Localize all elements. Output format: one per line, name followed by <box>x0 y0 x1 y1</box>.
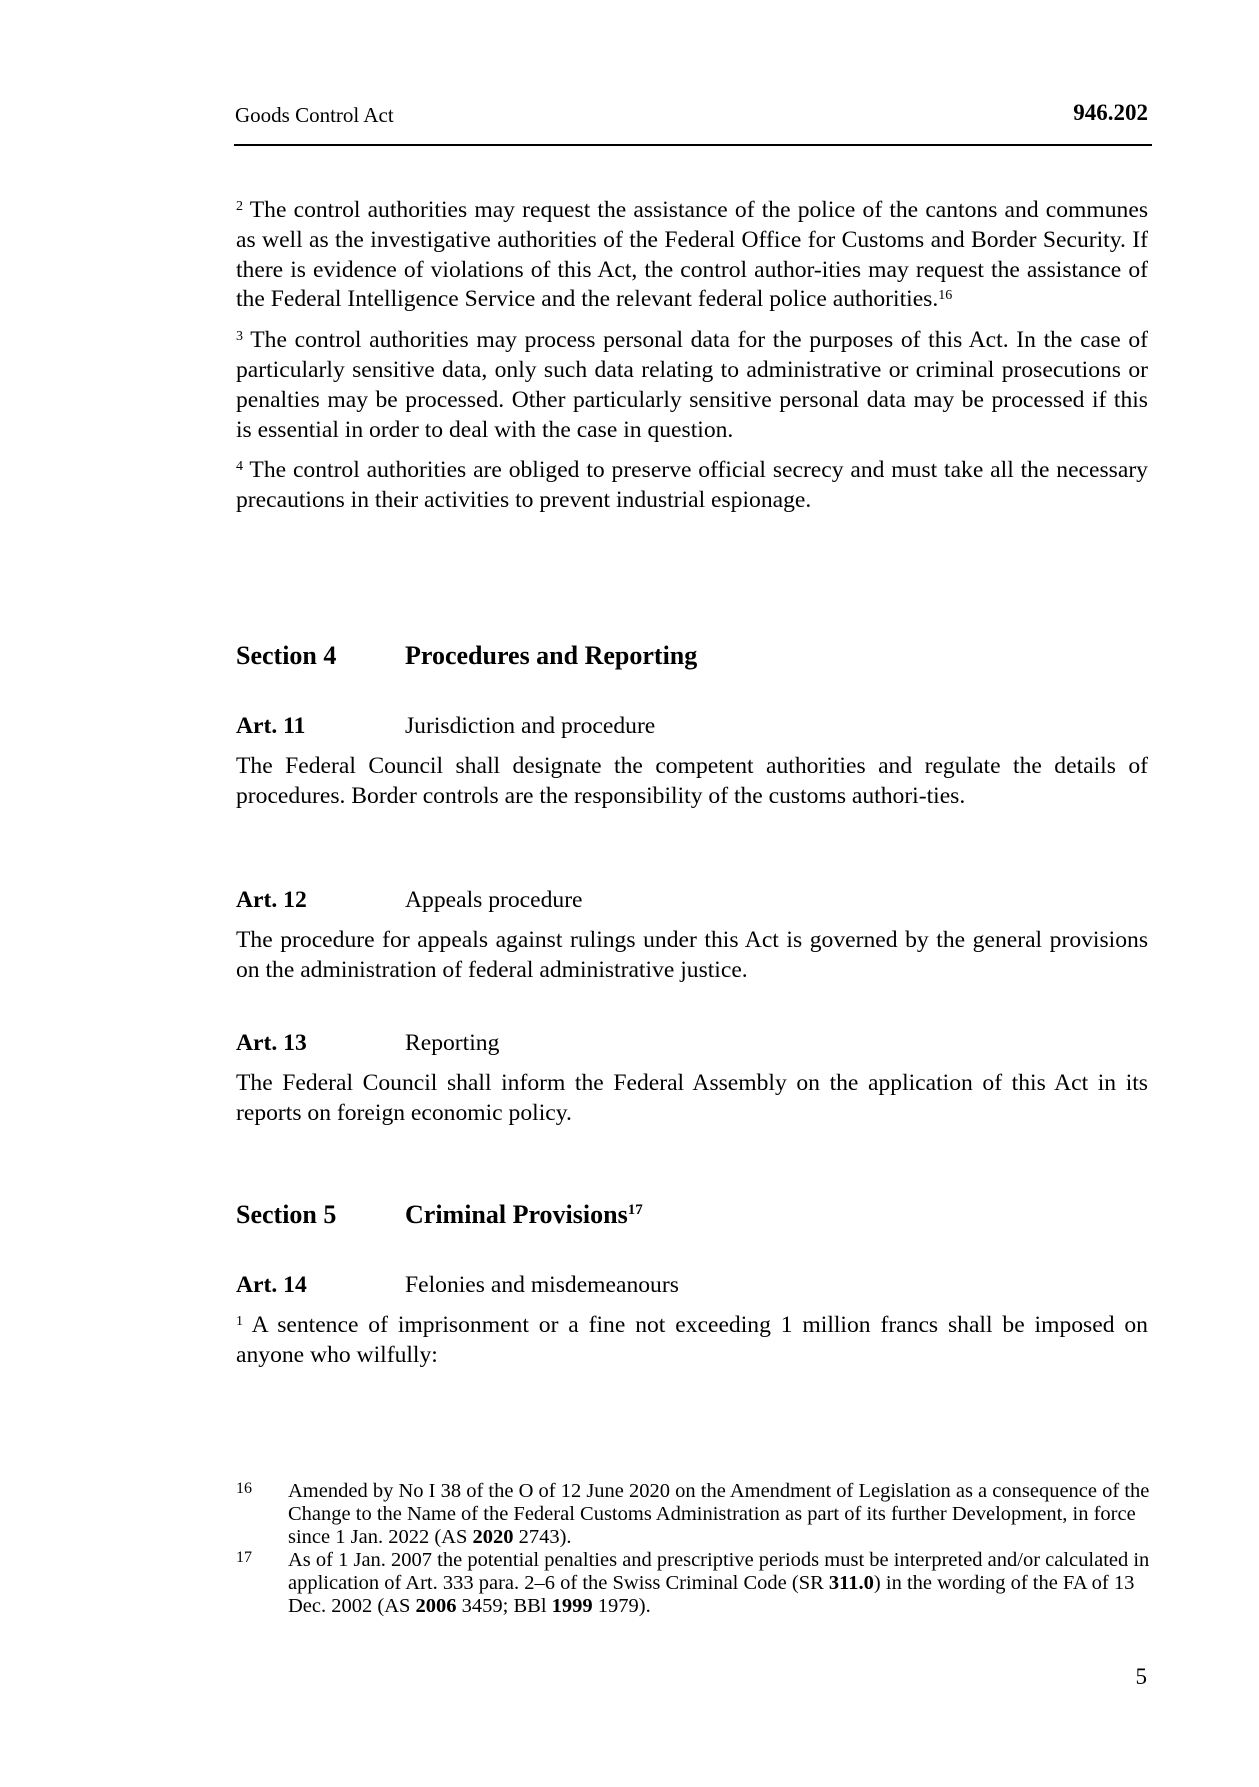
article-title: Appeals procedure <box>405 887 583 913</box>
footnote-text: ) in the wording of the FA of 13 Dec. 2002 (AS <box>288 1572 1135 1617</box>
footnote-text: As of 1 Jan. 2007 the potential penalties and prescriptive periods must be interpreted and/or calculated in application of Art. 333 para. 2–6 of the Swiss Criminal Code (SR <box>288 1549 1150 1594</box>
art-11-body <box>236 752 1148 812</box>
paragraph-text: The control authorities are obliged to preserve official secrecy and must take all the necessary precautions in their activities to prevent industrial espionage. <box>236 457 1148 514</box>
article-label: Art. 13 <box>236 1030 307 1056</box>
footnote-text: 1979). <box>592 1595 651 1617</box>
footnote-bold: 2020 <box>472 1526 514 1548</box>
article-label: Art. 14 <box>236 1272 307 1298</box>
article-title: Reporting <box>405 1030 500 1056</box>
paragraph-number: 3 <box>236 329 243 345</box>
footnote-number: 16 <box>236 1480 252 1497</box>
footnote-bold: 1999 <box>551 1595 593 1617</box>
footnotes <box>236 1480 1156 1618</box>
footnote-text: 2743). <box>513 1526 572 1548</box>
paragraph-3 <box>236 326 1148 445</box>
art-12-body <box>236 926 1148 986</box>
footnote-16 <box>236 1480 1156 1549</box>
footnote-bold: 2006 <box>415 1595 457 1617</box>
paragraph-text: A sentence of imprisonment or a fine not exceeding 1 million francs shall be imposed on anyone who wilfully: <box>236 1312 1148 1368</box>
article-text: The Federal Council shall inform the Federal Assembly on the application of this Act in its reports on foreign economic policy. <box>236 1070 1148 1126</box>
footnote-text: Amended by No I 38 of the O of 12 June 2020 on the Amendment of Legislation as a consequence of the Change to the Name of the Federal Customs Administration as part of its further Development, in force since 1 Jan. 2022 (AS <box>288 1480 1150 1548</box>
paragraph-number: 4 <box>236 459 243 475</box>
footnote-ref[interactable]: 16 <box>938 288 953 304</box>
paragraph-number: 2 <box>236 199 243 214</box>
footnote-ref[interactable]: 17 <box>627 1202 643 1218</box>
paragraph-text: The control authorities may request the assistance of the police of the cantons and communes as well as the investigative authorities of the Federal Office for Customs and Border Security. If there is evidence of violations of this Act, the control author-ities may request the assistance of the Federal Intelligence Service and the relevant federal police authorities. <box>236 197 1149 313</box>
article-text: The Federal Council shall designate the competent authorities and regulate the details of procedures. Border controls are the responsibility of the customs authori-ties. <box>236 753 1148 809</box>
article-text: The procedure for appeals against rulings under this Act is governed by the general provisions on the administration of federal administrative justice. <box>236 927 1148 983</box>
article-text <box>236 1311 1148 1371</box>
sr-number: 946.202 <box>1073 100 1148 125</box>
section-label: Section 4 <box>236 641 337 670</box>
article-label: Art. 11 <box>236 713 306 739</box>
footnote-bold: 311.0 <box>828 1572 874 1594</box>
article-label: Art. 12 <box>236 887 307 913</box>
running-header <box>234 100 1152 146</box>
article-title: Felonies and misdemeanours <box>405 1272 679 1298</box>
footnote-text: 3459; BBl <box>456 1595 552 1617</box>
act-title: Goods Control Act <box>235 103 394 127</box>
footnote-17 <box>236 1549 1156 1618</box>
page-number: 5 <box>1135 1664 1147 1689</box>
art-13-body <box>236 1069 1148 1129</box>
section-title <box>405 1200 643 1230</box>
footnote-number: 17 <box>236 1549 252 1566</box>
art10-paragraphs <box>236 196 1148 516</box>
paragraph-text: The control authorities may process personal data for the purposes of this Act. In the case of particularly sensitive data, only such data relating to administrative or criminal prosecutions or penalties may be processed. Other particularly sensitive personal data may be processed if this is essential in order to deal with the case in question. <box>236 327 1148 443</box>
paragraph-2 <box>236 196 1148 315</box>
article-title: Jurisdiction and procedure <box>405 713 656 739</box>
paragraph-number: 1 <box>236 1314 243 1329</box>
section-title: Procedures and Reporting <box>405 641 698 670</box>
section-title-text: Criminal Provisions <box>405 1200 628 1229</box>
section-label: Section 5 <box>236 1200 337 1229</box>
paragraph-4 <box>236 456 1148 516</box>
art-14-body <box>236 1311 1148 1371</box>
